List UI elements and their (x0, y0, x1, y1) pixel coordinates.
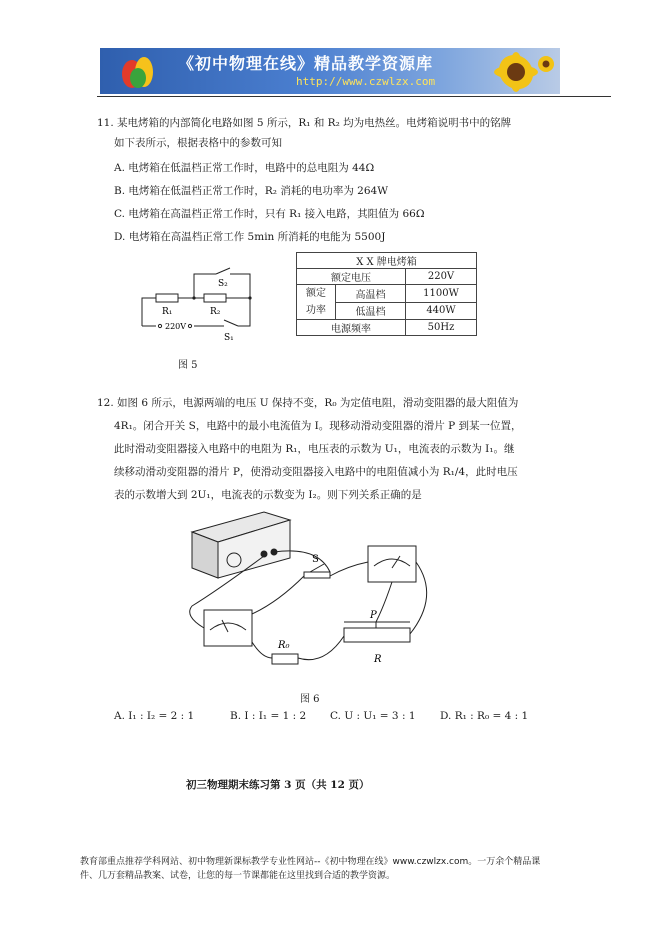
bottom-ad-line1: 教育部重点推荐学科网站、初中物理新课标教学专业性网站--《初中物理在线》www.czwlzx.com。一万余个精品课 (80, 857, 541, 867)
q11-option-a: A. 电烤箱在低温档正常工作时，电路中的总电阻为 44Ω (114, 162, 375, 174)
header-banner (100, 48, 560, 94)
q12-option-d: D. R₁ : R₀ = 4 : 1 (440, 710, 529, 722)
page-footer: 初三物理期末练习第 3 页（共 12 页） (186, 779, 370, 791)
fig6-label-r: R (374, 654, 382, 665)
circuit-label-s2: S₂ (218, 279, 228, 289)
q12-stem-line1: 12. 如图 6 所示，电源两端的电压 U 保持不变，R₀ 为定值电阻，滑动变阻器的最大阻值为 (97, 397, 519, 409)
fig6-label-r0: R₀ (278, 640, 290, 651)
fig6-label-p: P (370, 610, 377, 621)
spec-value-freq: 50Hz (406, 320, 477, 336)
q11-stem-line1: 11. 某电烤箱的内部简化电路如图 5 所示，R₁ 和 R₂ 均为电热丝。电烤箱说明书中的铭牌 (97, 117, 512, 129)
circuit-diagram-fig5 (138, 262, 268, 346)
spec-value-voltage: 220V (406, 269, 477, 285)
fig6-caption: 图 6 (300, 694, 320, 705)
sunflower-icon (486, 50, 556, 94)
q12-stem-line5: 表的示数增大到 2U₁，电流表的示数变为 I₂。则下列关系正确的是 (114, 489, 422, 501)
q12-option-a: A. I₁ : I₂ = 2 : 1 (114, 710, 195, 722)
site-logo-icon (118, 52, 158, 90)
q11-option-d: D. 电烤箱在高温档正常工作 5min 所消耗的电能为 5500J (114, 231, 386, 243)
q11-stem-line2: 如下表所示，根据表格中的参数可知 (114, 137, 282, 149)
spec-value-low: 440W (406, 302, 477, 320)
spec-label-high: 高温档 (336, 285, 406, 303)
spec-label-power: 额定 功率 (297, 285, 336, 320)
banner-title: 《初中物理在线》精品教学资源库 (178, 54, 434, 73)
q12-option-b: B. I : I₁ = 1 : 2 (230, 710, 307, 722)
banner-url[interactable]: http://www.czwlzx.com (296, 75, 436, 88)
circuit-label-voltage: 220V (165, 322, 187, 331)
spec-label-low: 低温档 (336, 302, 406, 320)
q11-option-c: C. 电烤箱在高温档正常工作时，只有 R₁ 接入电路，其阻值为 66Ω (114, 208, 425, 220)
fig5-caption: 图 5 (178, 360, 198, 371)
q11-option-b: B. 电烤箱在低温档正常工作时，R₂ 消耗的电功率为 264W (114, 185, 389, 197)
q12-option-c: C. U : U₁ = 3 : 1 (330, 710, 416, 722)
circuit-label-r2: R₂ (210, 307, 221, 317)
bottom-ad-line2: 件、几万套精品教案、试卷，让您的每一节课都能在这里找到合适的教学资源。 (80, 871, 396, 881)
spec-label-freq: 电源频率 (297, 320, 406, 336)
q12-stem-line3: 此时滑动变阻器接入电路中的电阻为 R₁，电压表的示数为 U₁，电流表的示数为 I₁。继 (114, 443, 515, 455)
q12-stem-line2: 4R₁。闭合开关 S，电路中的最小电流值为 I。现移动滑动变阻器的滑片 P 到某一位置， (114, 420, 522, 432)
fig6-label-s: S (312, 554, 319, 565)
spec-table (296, 252, 477, 336)
spec-label-voltage: 额定电压 (297, 269, 406, 285)
circuit-label-s1: S₁ (224, 333, 234, 343)
header-rule (97, 96, 611, 97)
bottom-ad-text (80, 855, 600, 883)
circuit-label-r1: R₁ (162, 307, 173, 317)
spec-table-title: X X 牌电烤箱 (297, 253, 477, 269)
spec-value-high: 1100W (406, 285, 477, 303)
apparatus-diagram-fig6 (178, 506, 448, 682)
q12-stem-line4: 续移动滑动变阻器的滑片 P，使滑动变阻器接入电路中的电阻值减小为 R₁/4，此时电压 (114, 466, 518, 478)
